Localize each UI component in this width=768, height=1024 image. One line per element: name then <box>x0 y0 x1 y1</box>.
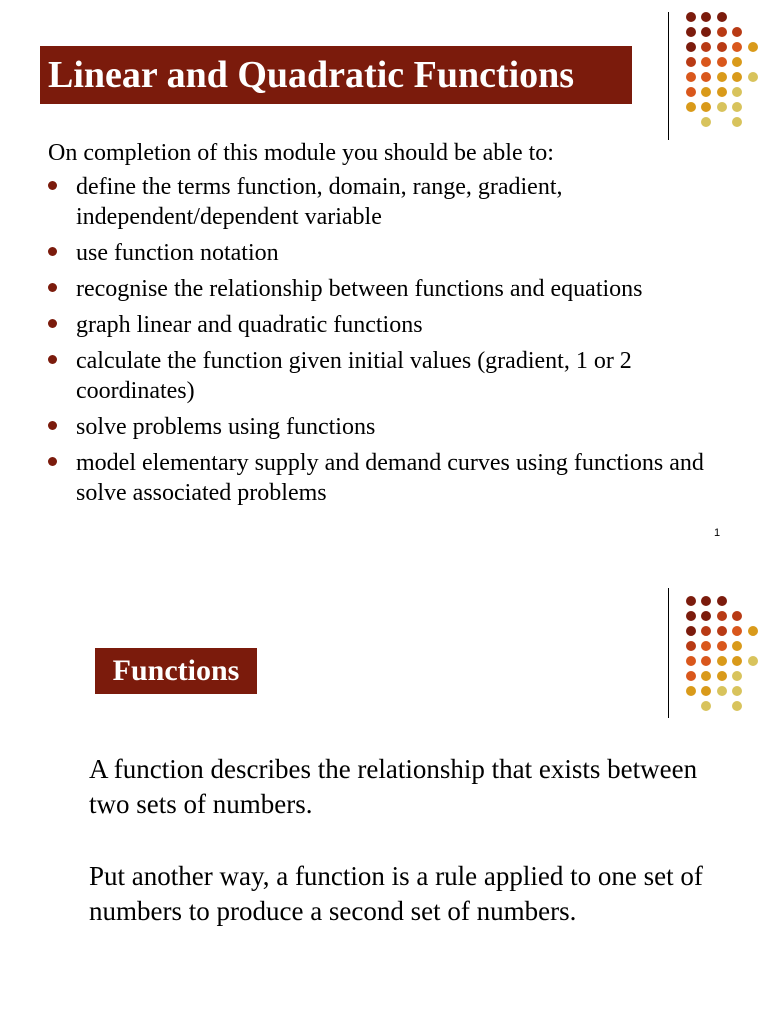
list-item <box>46 274 726 304</box>
decorative-dot <box>701 57 711 67</box>
decorative-dot <box>701 596 711 606</box>
decorative-dot <box>732 72 742 82</box>
decorative-dot <box>686 611 696 621</box>
list-item <box>46 172 726 232</box>
intro-text: On completion of this module you should be able to: <box>48 140 554 166</box>
decorative-dot <box>686 596 696 606</box>
decorative-dot <box>717 12 727 22</box>
decorative-dot <box>686 87 696 97</box>
list-item-text: define the terms function, domain, range, gradient, independent/dependent variable <box>76 174 563 230</box>
list-item <box>46 448 726 508</box>
decorative-dot <box>686 57 696 67</box>
decorative-dot <box>732 656 742 666</box>
slide-2 <box>0 572 768 1024</box>
dot-grid-icon <box>668 584 768 704</box>
list-item <box>46 310 726 340</box>
list-item <box>46 346 726 406</box>
decorative-dot <box>686 12 696 22</box>
decorative-dot <box>717 87 727 97</box>
list-item-text: use function notation <box>76 240 279 266</box>
decorative-dot <box>686 102 696 112</box>
list-item-text: recognise the relationship between functions and equations <box>76 276 643 302</box>
page-number: 1 <box>714 527 721 539</box>
bullet-icon <box>48 247 57 256</box>
decorative-dot <box>717 596 727 606</box>
bullet-icon <box>48 457 57 466</box>
decorative-dot <box>701 87 711 97</box>
list-item-text: calculate the function given initial values (gradient, 1 or 2 coordinates) <box>76 348 632 404</box>
decorative-dot <box>732 686 742 696</box>
decorative-dot <box>732 611 742 621</box>
decorative-dot <box>717 72 727 82</box>
decorative-dot <box>732 57 742 67</box>
list-item-text: graph linear and quadratic functions <box>76 312 423 338</box>
dot-grid-icon <box>668 0 768 120</box>
slide-title: Linear and Quadratic Functions <box>40 46 632 104</box>
list-item-text: model elementary supply and demand curves using functions and solve associated problems <box>76 450 704 506</box>
decorative-dot <box>701 102 711 112</box>
decorative-dot <box>717 102 727 112</box>
body-paragraph: Put another way, a function is a rule applied to one set of numbers to produce a second set of numbers. <box>89 861 703 926</box>
decorative-dot <box>701 701 711 711</box>
decorative-dot <box>686 27 696 37</box>
decorative-dot <box>717 656 727 666</box>
decorative-dot <box>732 671 742 681</box>
decorative-dot <box>686 656 696 666</box>
decorative-dot <box>717 641 727 651</box>
decorative-dot <box>686 42 696 52</box>
bullet-icon <box>48 355 57 364</box>
decorative-dot <box>717 57 727 67</box>
decorative-dot <box>701 27 711 37</box>
decorative-dot <box>717 671 727 681</box>
decorative-dot <box>748 42 758 52</box>
decorative-dot <box>701 117 711 127</box>
decorative-dot <box>701 12 711 22</box>
decorative-dot <box>732 626 742 636</box>
decorative-dot <box>686 671 696 681</box>
decorative-dot <box>701 641 711 651</box>
decorative-dot <box>732 641 742 651</box>
decorative-dot <box>732 701 742 711</box>
body-paragraph: A function describes the relationship that exists between two sets of numbers. <box>89 754 698 819</box>
list-item <box>46 412 726 442</box>
slide-title: Functions <box>95 648 257 694</box>
decorative-dot <box>717 686 727 696</box>
decorative-dot <box>701 611 711 621</box>
decorative-dot <box>701 656 711 666</box>
decorative-dot <box>748 72 758 82</box>
decorative-dot <box>732 102 742 112</box>
decorative-dot <box>732 42 742 52</box>
decorative-dot <box>717 626 727 636</box>
decorative-dot <box>686 641 696 651</box>
objectives-list <box>46 172 726 514</box>
bullet-icon <box>48 421 57 430</box>
decorative-dot <box>717 27 727 37</box>
decorative-dot <box>748 626 758 636</box>
bullet-icon <box>48 283 57 292</box>
decorative-dot <box>686 626 696 636</box>
decorative-dot <box>732 117 742 127</box>
bullet-icon <box>48 319 57 328</box>
decorative-dot <box>686 72 696 82</box>
decorative-dot <box>686 686 696 696</box>
bullet-icon <box>48 181 57 190</box>
decorative-dot <box>732 27 742 37</box>
decorative-dot <box>732 87 742 97</box>
decorative-dot <box>717 42 727 52</box>
decorative-dot <box>717 611 727 621</box>
decorative-dot <box>748 656 758 666</box>
list-item <box>46 238 726 268</box>
list-item-text: solve problems using functions <box>76 414 376 440</box>
decorative-dot <box>701 686 711 696</box>
decorative-dot <box>701 72 711 82</box>
decorative-dot <box>701 42 711 52</box>
decorative-dot <box>701 671 711 681</box>
decorative-dot <box>701 626 711 636</box>
